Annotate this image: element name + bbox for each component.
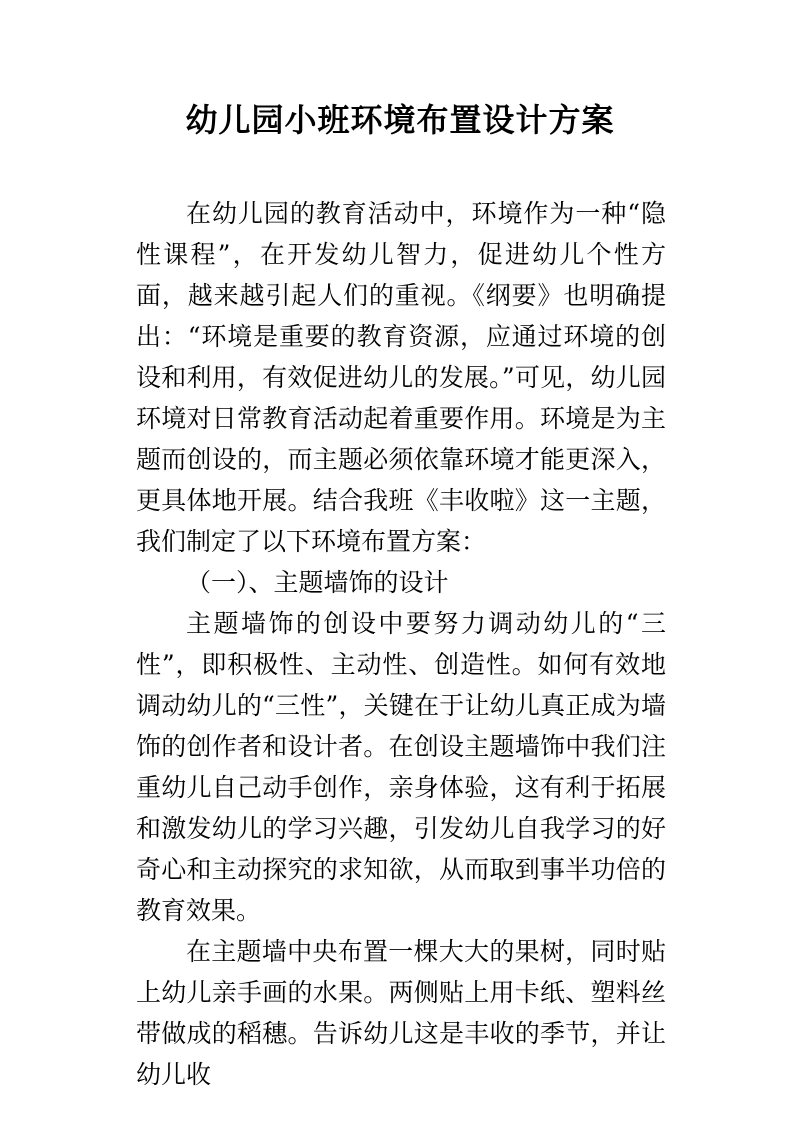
- body-paragraph: 主题墙饰的创设中要努力调动幼儿的“三性”，即积极性、主动性、创造性。如何有效地调动幼儿的“三性”，关键在于让幼儿真正成为墙饰的创作者和设计者。在创设主题墙饰中我们注重幼儿自己动手创作，亲身体验，这有利于拓展和激发幼儿的学习兴趣，引发幼儿自我学习的好奇心和主动探究的求知欲，从而取到事半功倍的教育效果。: [136, 609, 666, 925]
- document-body: [136, 193, 666, 1095]
- document-title: 幼儿园小班环境布置设计方案: [185, 101, 615, 139]
- body-paragraph: 在主题墙中央布置一棵大大的果树，同时贴上幼儿亲手画的水果。两侧贴上用卡纸、塑料丝带做成的稻穗。告诉幼儿这是丰收的季节，并让幼儿收: [136, 937, 666, 1089]
- section-heading: （一）、主题墙饰的设计: [186, 568, 449, 597]
- intro-paragraph: 在幼儿园的教育活动中，环境作为一种“隐性课程”，在开发幼儿智力，促进幼儿个性方面，越来越引起人们的重视。《纲要》也明确提出：“环境是重要的教育资源，应通过环境的创设和利用，有效促进幼儿的发展。”可见，幼儿园环境对日常教育活动起着重要作用。环境是为主题而创设的，而主题必须依靠环境才能更深入，更具体地开展。结合我班《丰收啦》这一主题，我们制定了以下环境布置方案：: [136, 199, 666, 556]
